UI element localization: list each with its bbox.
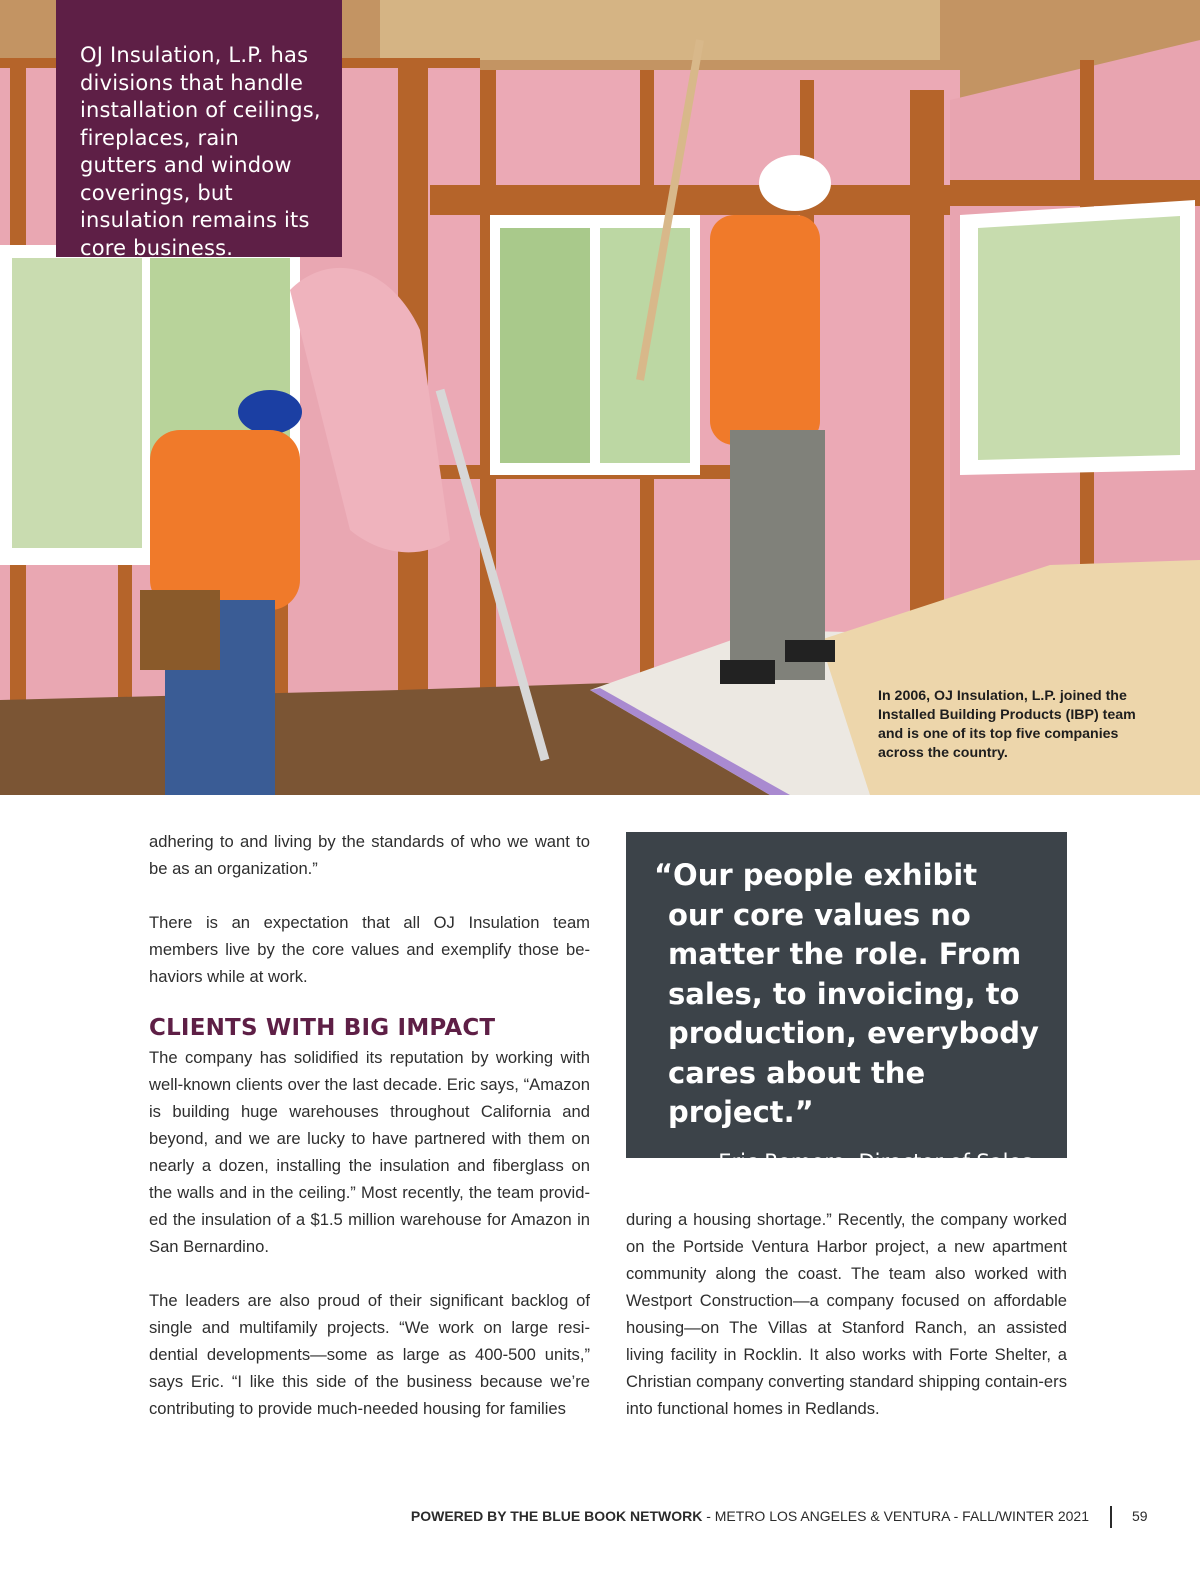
photo-caption: In 2006, OJ Insulation, L.P. joined the Installed Building Products (IBP) team and is one of its top five companies across the country. xyxy=(878,688,1136,761)
section-heading: CLIENTS WITH BIG IMPACT xyxy=(149,1015,496,1041)
photo-callout-text: OJ Insulation, L.P. has divisions that handle installation of ceilings, fireplaces, rain gutters and window coverings, but insulation remains its core business. xyxy=(80,43,321,260)
article-column-right xyxy=(626,1206,1067,1422)
footer-divider xyxy=(1110,1506,1112,1528)
footer-network: POWERED BY THE BLUE BOOK NETWORK xyxy=(410,1508,703,1524)
article-paragraph: The company has solidified its reputation by working with well-known clients over the last decade. Eric says, “Amazon is building huge warehouses throughout California and beyond, and we are lucky to have partnered with them on nearly a dozen, installing the insulation and fiberglass on the walls and in the ceiling.” Most recently, the team provid-ed the insulation of a $1.5 million warehouse for Amazon in San Bernardino. xyxy=(149,1048,590,1256)
pull-quote-text: “Our people exhibit our core values no matter the role. From sales, to invoicing, to production, everybody cares about the project.” xyxy=(654,858,1039,1129)
pull-quote-box xyxy=(626,832,1067,1201)
article-column-left xyxy=(149,828,590,1422)
page-number: 59 xyxy=(1132,1508,1148,1524)
page-footer xyxy=(0,1506,1200,1528)
article-paragraph: There is an expectation that all OJ Insulation team members live by the core values and exemplify those be-haviors while at work. xyxy=(149,913,590,986)
footer-edition: - METRO LOS ANGELES & VENTURA - FALL/WINTER 2021 xyxy=(702,1508,1089,1524)
attribution-company: OJ Insulation, L.P. xyxy=(859,1176,1039,1201)
pull-quote-attribution xyxy=(654,1149,1039,1203)
photo-callout-box xyxy=(56,0,342,260)
article-paragraph: The leaders are also proud of their significant backlog of single and multifamily projects. “We work on large resi-dential developments—some as large as 400-500 units,” says Eric. “I like this side of the business because we’re contributing to provide much-needed housing for families xyxy=(149,1291,590,1418)
article-paragraph: during a housing shortage.” Recently, the company worked on the Portside Ventura Harbor project, a new apartment community along the coast. The team also worked with Westport Construction—a company focused on affordable housing—on The Villas at Stanford Ranch, an assisted living facility in Rocklin. It also works with Forte Shelter, a Christian company converting standard shipping contain-ers into functional homes in Redlands. xyxy=(626,1210,1067,1418)
attribution-name: Eric Romero, Director of Sales, xyxy=(718,1149,1039,1174)
article-paragraph: adhering to and living by the standards of who we want to be as an organization.” xyxy=(149,832,590,878)
footer-publication xyxy=(411,1508,1089,1524)
